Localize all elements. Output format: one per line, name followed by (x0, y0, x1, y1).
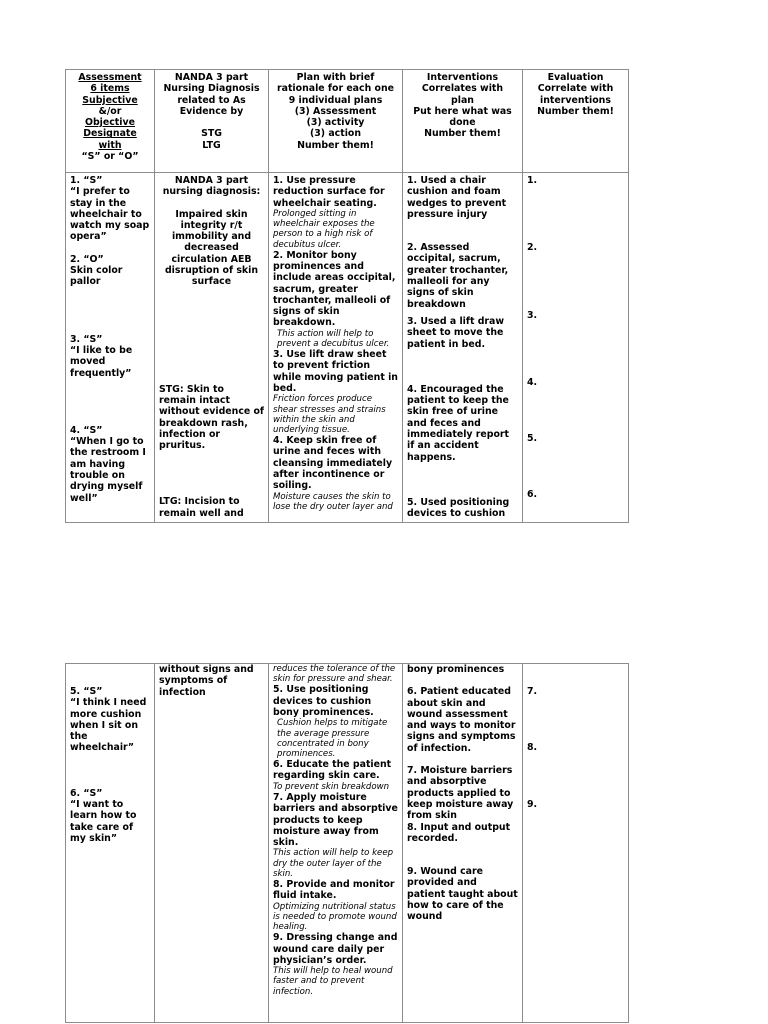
plan-action: 4. Keep skin free of urine and feces with cleansing immediately after incontinence or soiling. (273, 435, 393, 492)
header-nanda-text: NANDA 3 part Nursing Diagnosis related to As Evidence by STG LTG (163, 72, 260, 151)
intervention-item: 1. Used a chair cushion and foam wedges to prevent pressure injury (407, 175, 507, 220)
evaluation-item: 1. (527, 175, 538, 186)
assessment-item-head: 1. “S” (70, 175, 103, 186)
plan-item (273, 879, 398, 932)
plan-rationale: To prevent skin breakdown (273, 781, 390, 792)
header-assessment-line: Designate (83, 128, 137, 140)
evaluation-item: 2. (527, 242, 538, 254)
nanda-ltg: LTG: Incision to remain well and (159, 496, 244, 519)
evaluation-item: 7. (527, 686, 538, 697)
intervention-item: 6. Patient educated about skin and wound assessment and ways to monitor signs and symptoms of infection. (407, 686, 516, 754)
assessment-item (70, 175, 150, 243)
header-assessment-line: with (98, 139, 122, 151)
evaluation-cell (523, 173, 629, 523)
header-interventions-text: Interventions Correlates with plan Put here what was done Number them! (413, 72, 512, 140)
intervention-item: 4. Encouraged the patient to keep the skin free of urine and feces and immediately report if an accident happens. (407, 383, 510, 463)
plan-action: 6. Educate the patient regarding skin care. (273, 759, 392, 782)
plan-item (273, 349, 398, 435)
evaluation-item: 3. (527, 309, 538, 321)
plan-item (273, 435, 398, 512)
header-assessment-line: &/or (98, 105, 122, 117)
intervention-item: 2. Assessed occipital, sacrum, greater trochanter, malleoli for any signs of skin breakdown (407, 242, 509, 310)
assessment-item-text: “I like to be moved frequently” (70, 344, 133, 379)
care-plan-table-page-2 (65, 663, 629, 1023)
content-row-continued (66, 664, 629, 1023)
plan-action: 9. Dressing change and wound care daily per physician’s order. (273, 932, 398, 966)
plan-item (273, 932, 398, 997)
assessment-cell (66, 173, 155, 523)
assessment-item-head: 6. “S” (70, 787, 103, 799)
assessment-item-head: 3. “S” (70, 333, 103, 345)
plan-item (273, 759, 398, 792)
header-evaluation (523, 70, 629, 173)
nanda-stg: STG: Skin to remain intact without evidence of breakdown rash, infection or pruritus. (159, 383, 265, 452)
assessment-item-text: Skin color pallor (70, 265, 123, 288)
assessment-item-text: “I prefer to stay in the wheelchair to watch my soap opera” (70, 186, 150, 243)
assessment-item-text: “When I go to the restroom I am having trouble on drying myself well” (70, 436, 146, 504)
assessment-item-head: 4. “S” (70, 424, 103, 436)
intervention-item: bony prominences (407, 664, 505, 675)
nanda-heading: NANDA 3 part nursing diagnosis: (162, 175, 261, 198)
content-row (66, 173, 629, 523)
plan-rationale: Friction forces produce shear stresses and strains within the skin and underlying tissue. (273, 394, 386, 435)
intervention-item: 3. Used a lift draw sheet to move the patient in bed. (407, 315, 505, 350)
plan-action: 7. Apply moisture barriers and absorptive products to keep moisture away from skin. (273, 791, 398, 849)
header-plan (269, 70, 403, 173)
plan-item (273, 250, 398, 349)
intervention-item: 8. Input and output recorded. (407, 821, 511, 844)
nanda-cell (155, 173, 269, 523)
intervention-item: 5. Used positioning devices to cushion (407, 496, 510, 520)
plan-item (273, 684, 398, 759)
plan-item (273, 175, 398, 250)
care-plan-table-page-1 (65, 69, 629, 523)
evaluation-item: 8. (527, 742, 538, 754)
assessment-item-text: “I think I need more cushion when I sit on the wheelchair” (70, 697, 147, 754)
plan-rationale: Prolonged sitting in wheelchair exposes the person to a high risk of decubitus ulcer. (273, 208, 375, 250)
plan-action: 3. Use lift draw sheet to prevent friction while moving patient in bed. (273, 349, 398, 395)
header-evaluation-text: Evaluation Correlate with interventions Number them! (537, 72, 614, 117)
evaluation-item: 6. (527, 489, 538, 501)
evaluation-item: 4. (527, 376, 538, 388)
header-assessment-line: Objective (85, 117, 135, 129)
header-assessment (66, 70, 155, 173)
evaluation-item: 5. (527, 433, 538, 445)
evaluation-item: 9. (527, 798, 538, 810)
plan-item (273, 664, 398, 684)
plan-rationale: Cushion helps to mitigate the average pressure concentrated in bony prominences. (277, 718, 388, 759)
nanda-ltg-continued: without signs and symptoms of infection (159, 664, 254, 698)
header-assessment-line: 6 items (90, 83, 130, 95)
assessment-item (70, 686, 150, 754)
nanda-cell (155, 664, 269, 1023)
intervention-item: 7. Moisture barriers and absorptive products applied to keep moisture away from skin (407, 765, 514, 822)
assessment-item-head: 2. “O” (70, 253, 104, 265)
plan-action: 5. Use positioning devices to cushion bony prominences. (273, 684, 374, 718)
header-interventions (403, 70, 523, 173)
assessment-item-text: “I want to learn how to take care of my skin” (70, 799, 137, 844)
header-plan-text: Plan with brief rationale for each one 9 individual plans (3) Assessment (3) activity (3) action Number them! (277, 72, 394, 151)
nanda-diagnosis: Impaired skin integrity r/t immobility and decreased circulation AEB disruption of skin surface (164, 208, 259, 288)
intervention-item: 9. Wound care provided and patient taught about how to care of the wound (407, 866, 518, 923)
plan-rationale: Optimizing nutritional status is needed to promote wound healing. (273, 901, 397, 932)
header-assessment-line: “S” or “O” (81, 151, 139, 163)
header-nanda (155, 70, 269, 173)
interventions-cell (403, 664, 523, 1023)
plan-rationale: Moisture causes the skin to lose the dry outer layer and (273, 491, 393, 512)
plan-item (273, 792, 398, 879)
plan-action: 8. Provide and monitor fluid intake. (273, 879, 395, 902)
plan-cell (269, 173, 403, 523)
plan-rationale: reduces the tolerance of the skin for pressure and shear. (273, 664, 396, 685)
assessment-item (70, 334, 150, 379)
plan-action: 2. Monitor bony prominences and include areas occipital, sacrum, greater trochanter, malleoli of signs of skin breakdown. (273, 249, 396, 329)
evaluation-cell (523, 664, 629, 1023)
plan-rationale: This action will help to prevent a decubitus ulcer. (277, 328, 390, 349)
interventions-cell (403, 173, 523, 523)
assessment-item (70, 254, 150, 288)
plan-action: 1. Use pressure reduction surface for wheelchair seating. (273, 175, 385, 209)
assessment-item (70, 788, 150, 844)
header-row (66, 70, 629, 173)
assessment-cell (66, 664, 155, 1023)
assessment-item (70, 425, 150, 504)
assessment-item-head: 5. “S” (70, 686, 103, 697)
header-assessment-line: Assessment (78, 72, 142, 83)
plan-cell (269, 664, 403, 1023)
plan-rationale: This action will help to keep dry the outer layer of the skin. (273, 848, 394, 879)
header-assessment-line: Subjective (82, 94, 138, 106)
plan-rationale: This will help to heal wound faster and to prevent infection. (273, 966, 393, 997)
